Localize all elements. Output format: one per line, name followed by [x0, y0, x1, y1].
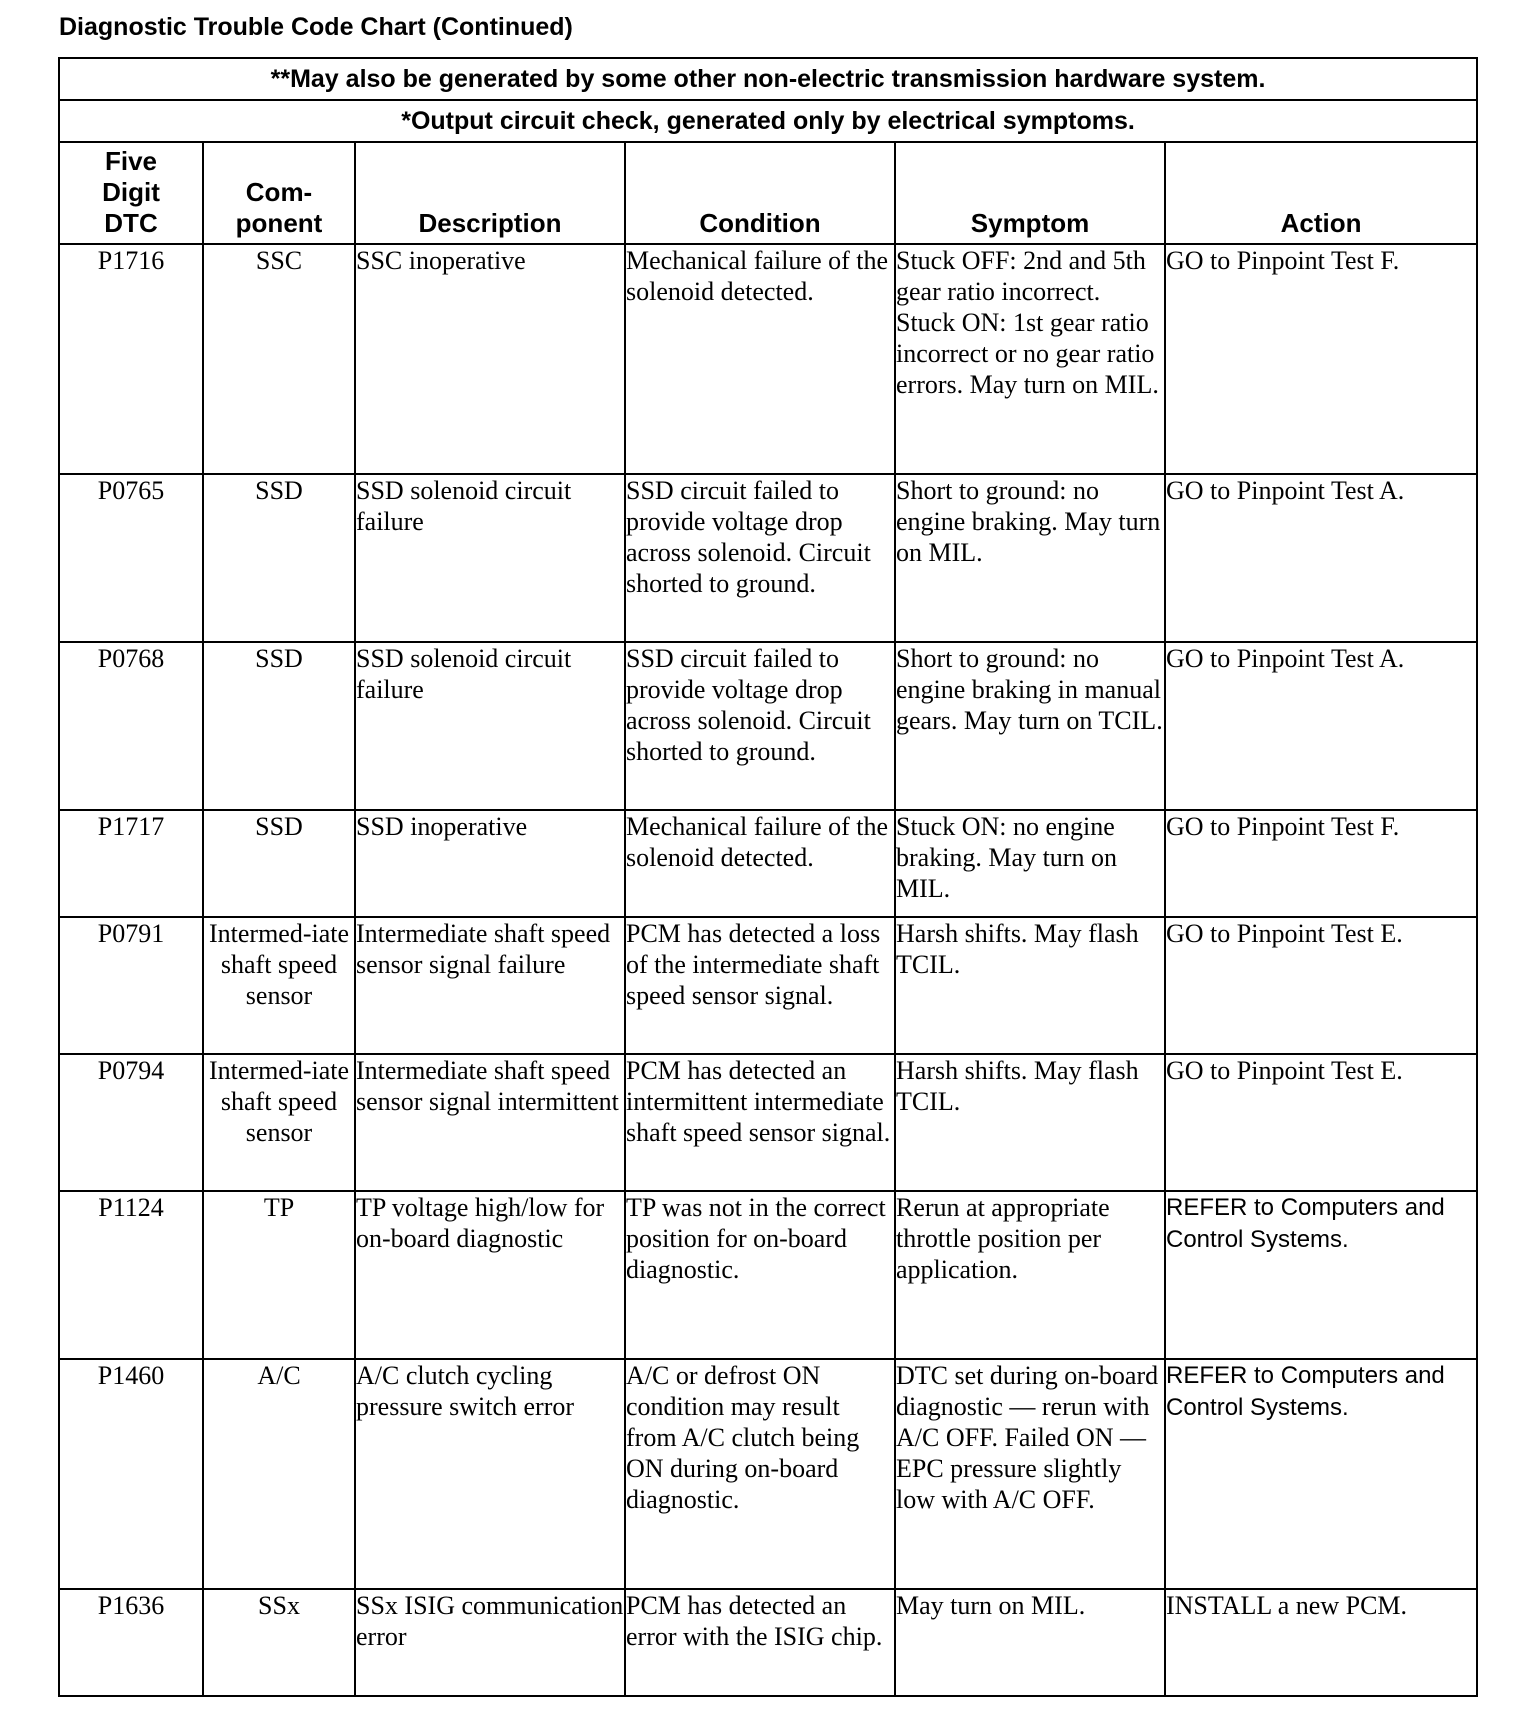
dtc-cell: P1460: [59, 1359, 203, 1589]
dtc-cell: P1636: [59, 1589, 203, 1696]
description-cell: SSD solenoid circuit failure: [355, 474, 625, 642]
description-cell: SSx ISIG communication error: [355, 1589, 625, 1696]
note-banner-2: *Output circuit check, generated only by electrical symptoms.: [59, 100, 1477, 142]
header-dtc-line1: Five: [104, 146, 158, 176]
condition-cell: TP was not in the correct position for on-board diagnostic.: [625, 1191, 895, 1359]
table-row: [59, 244, 1477, 474]
table-row: [59, 1589, 1477, 1696]
symptom-cell: Short to ground: no engine braking in manual gears. May turn on TCIL.: [895, 642, 1165, 810]
dtc-cell: P0791: [59, 917, 203, 1054]
condition-cell: Mechanical failure of the solenoid detected.: [625, 244, 895, 474]
header-row: [59, 142, 1477, 244]
header-component-line1: Com-: [245, 177, 313, 207]
header-description: Description: [355, 142, 625, 244]
table-row: [59, 474, 1477, 642]
dtc-cell: P1716: [59, 244, 203, 474]
dtc-cell: P0765: [59, 474, 203, 642]
description-cell: TP voltage high/low for on-board diagnostic: [355, 1191, 625, 1359]
symptom-cell: Harsh shifts. May flash TCIL.: [895, 1054, 1165, 1191]
header-action: Action: [1165, 142, 1477, 244]
description-cell: SSD inoperative: [355, 810, 625, 917]
symptom-cell: Stuck ON: no engine braking. May turn on MIL.: [895, 810, 1165, 917]
dtc-cell: P0768: [59, 642, 203, 810]
table-row: [59, 917, 1477, 1054]
action-cell: REFER to Computers and Control Systems.: [1165, 1359, 1477, 1589]
component-cell: SSD: [203, 810, 355, 917]
condition-cell: PCM has detected a loss of the intermediate shaft speed sensor signal.: [625, 917, 895, 1054]
header-dtc-line3: DTC: [104, 208, 158, 238]
action-cell: GO to Pinpoint Test E.: [1165, 1054, 1477, 1191]
header-component: [203, 142, 355, 244]
symptom-cell: Stuck OFF: 2nd and 5th gear ratio incorrect. Stuck ON: 1st gear ratio incorrect or no gear ratio errors. May turn on MIL.: [895, 244, 1165, 474]
description-cell: SSD solenoid circuit failure: [355, 642, 625, 810]
symptom-cell: Short to ground: no engine braking. May turn on MIL.: [895, 474, 1165, 642]
component-cell: Intermed-iate shaft speed sensor: [203, 917, 355, 1054]
table-row: [59, 1054, 1477, 1191]
header-condition: Condition: [625, 142, 895, 244]
dtc-cell: P1124: [59, 1191, 203, 1359]
action-cell: GO to Pinpoint Test F.: [1165, 244, 1477, 474]
dtc-cell: P1717: [59, 810, 203, 917]
dtc-table: [58, 57, 1478, 1697]
dtc-cell: P0794: [59, 1054, 203, 1191]
component-cell: SSC: [203, 244, 355, 474]
table-row: [59, 642, 1477, 810]
page-title: Diagnostic Trouble Code Chart (Continued): [59, 13, 573, 41]
table-row: [59, 1191, 1477, 1359]
component-cell: SSD: [203, 642, 355, 810]
condition-cell: PCM has detected an error with the ISIG chip.: [625, 1589, 895, 1696]
component-cell: A/C: [203, 1359, 355, 1589]
symptom-cell: Harsh shifts. May flash TCIL.: [895, 917, 1165, 1054]
note-banner-1: **May also be generated by some other non-electric transmission hardware system.: [59, 58, 1477, 100]
symptom-cell: DTC set during on-board diagnostic — rerun with A/C OFF. Failed ON — EPC pressure slightly low with A/C OFF.: [895, 1359, 1165, 1589]
condition-cell: PCM has detected an intermittent intermediate shaft speed sensor signal.: [625, 1054, 895, 1191]
action-cell: GO to Pinpoint Test A.: [1165, 642, 1477, 810]
note-row: [59, 100, 1477, 142]
condition-cell: Mechanical failure of the solenoid detected.: [625, 810, 895, 917]
component-cell: SSx: [203, 1589, 355, 1696]
component-cell: Intermed-iate shaft speed sensor: [203, 1054, 355, 1191]
description-cell: SSC inoperative: [355, 244, 625, 474]
action-cell: INSTALL a new PCM.: [1165, 1589, 1477, 1696]
description-cell: Intermediate shaft speed sensor signal intermittent: [355, 1054, 625, 1191]
action-cell: GO to Pinpoint Test A.: [1165, 474, 1477, 642]
symptom-cell: May turn on MIL.: [895, 1589, 1165, 1696]
condition-cell: A/C or defrost ON condition may result from A/C clutch being ON during on-board diagnostic.: [625, 1359, 895, 1589]
header-dtc-line2: Digit: [102, 177, 160, 207]
action-cell: GO to Pinpoint Test E.: [1165, 917, 1477, 1054]
note-row: [59, 58, 1477, 100]
action-cell: REFER to Computers and Control Systems.: [1165, 1191, 1477, 1359]
header-symptom: Symptom: [895, 142, 1165, 244]
table-row: [59, 810, 1477, 917]
header-component-line2: ponent: [235, 208, 323, 238]
component-cell: TP: [203, 1191, 355, 1359]
header-dtc: [59, 142, 203, 244]
symptom-cell: Rerun at appropriate throttle position per application.: [895, 1191, 1165, 1359]
action-cell: GO to Pinpoint Test F.: [1165, 810, 1477, 917]
condition-cell: SSD circuit failed to provide voltage drop across solenoid. Circuit shorted to ground.: [625, 474, 895, 642]
description-cell: Intermediate shaft speed sensor signal failure: [355, 917, 625, 1054]
table-row: [59, 1359, 1477, 1589]
description-cell: A/C clutch cycling pressure switch error: [355, 1359, 625, 1589]
component-cell: SSD: [203, 474, 355, 642]
condition-cell: SSD circuit failed to provide voltage drop across solenoid. Circuit shorted to ground.: [625, 642, 895, 810]
